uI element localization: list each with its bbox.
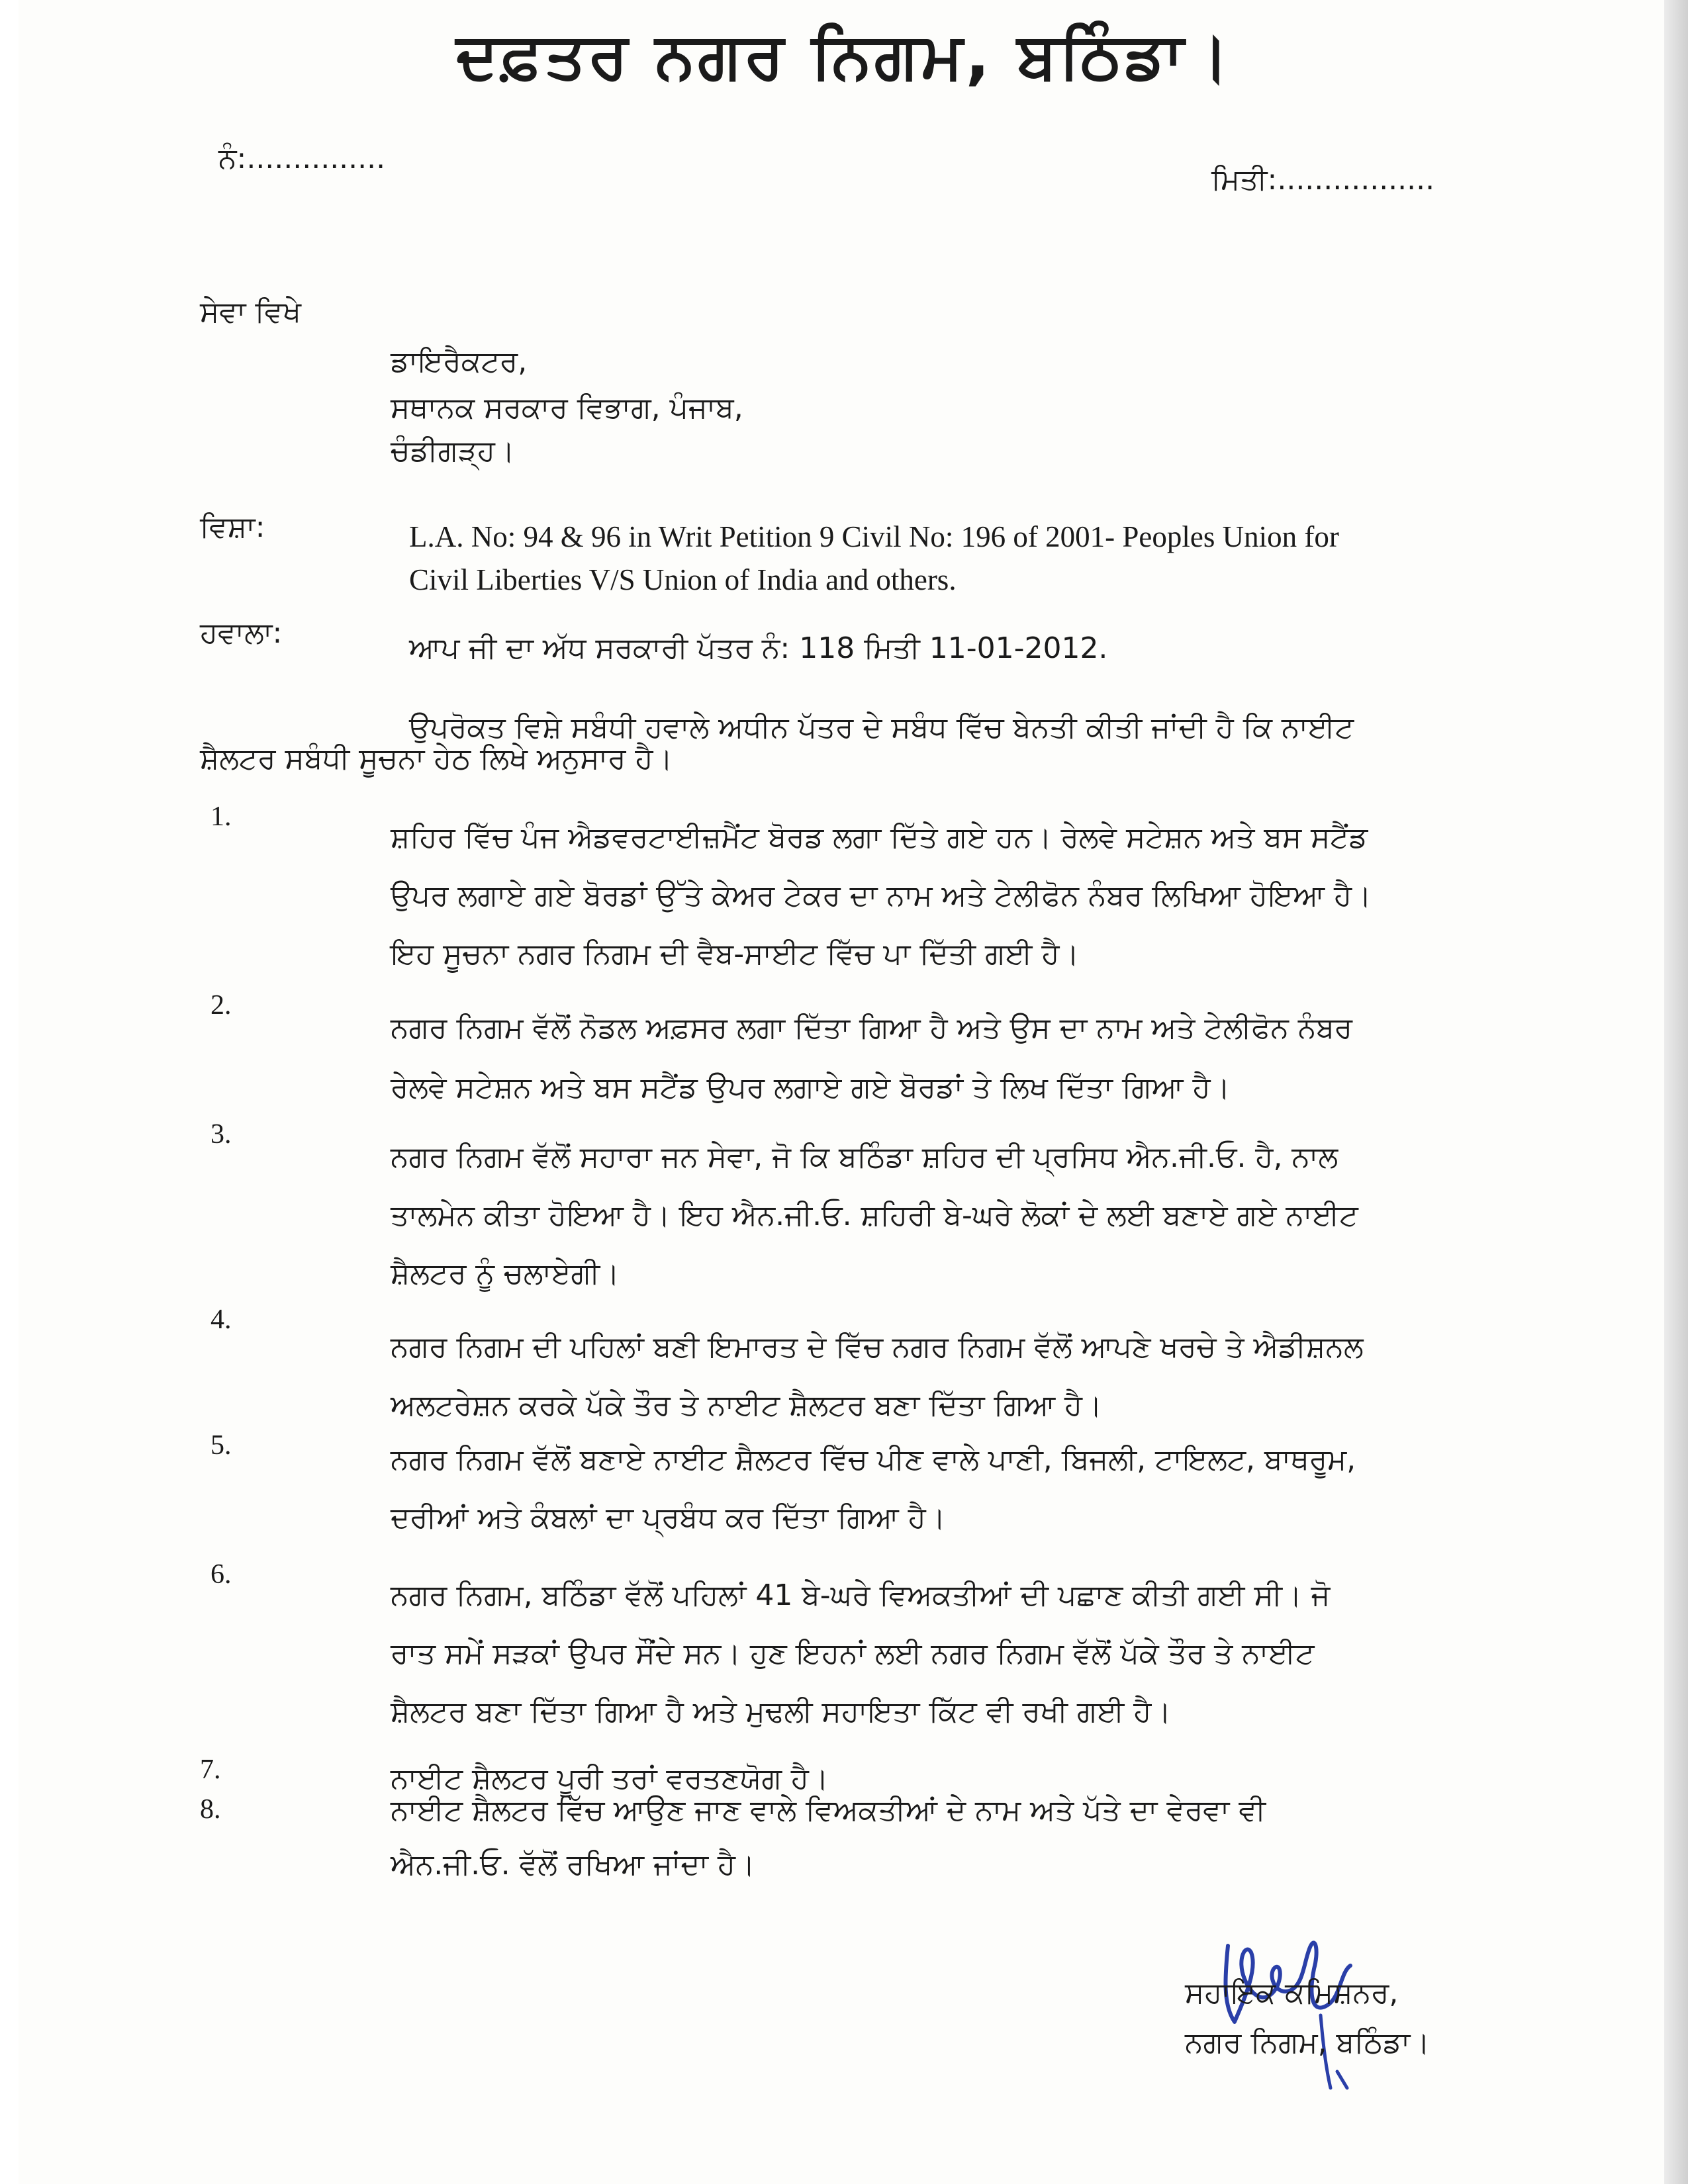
point-line: ਰੇਲਵੇ ਸਟੇਸ਼ਨ ਅਤੇ ਬਸ ਸਟੈਂਡ ਉਪਰ ਲਗਾਏ ਗਏ ਬੋਰਡਾਂ ਤੇ ਲਿਖ ਦਿੱਤਾ ਗਿਆ ਹੈ। <box>391 1071 1231 1105</box>
address-line: ਚੰਡੀਗੜ੍ਹ। <box>391 434 515 468</box>
point-number: 7. <box>200 1754 221 1785</box>
salutation: ਸੇਵਾ ਵਿਖੇ <box>200 295 302 329</box>
point-number: 4. <box>211 1304 232 1335</box>
point-line: ਨਗਰ ਨਿਗਮ ਵੱਲੋਂ ਨੋਡਲ ਅਫ਼ਸਰ ਲਗਾ ਦਿੱਤਾ ਗਿਆ ਹੈ ਅਤੇ ਉਸ ਦਾ ਨਾਮ ਅਤੇ ਟੇਲੀਫੋਨ ਨੰਬਰ <box>391 1011 1353 1045</box>
point-number: 6. <box>211 1559 232 1590</box>
address-line: ਡਾਇਰੈਕਟਰ, <box>391 345 528 379</box>
point-line: ਅਲਟਰੇਸ਼ਨ ਕਰਕੇ ਪੱਕੇ ਤੌਰ ਤੇ ਨਾਈਟ ਸ਼ੈਲਟਰ ਬਣਾ ਦਿੱਤਾ ਗਿਆ ਹੈ। <box>391 1388 1102 1422</box>
point-number: 1. <box>211 801 232 832</box>
letter-date: ਮਿਤੀ:................. <box>1211 163 1435 197</box>
point-line: ਉਪਰ ਲਗਾਏ ਗਏ ਬੋਰਡਾਂ ਉੱਤੇ ਕੇਅਰ ਟੇਕਰ ਦਾ ਨਾਮ ਅਤੇ ਟੇਲੀਫੋਨ ਨੰਬਰ ਲਿਖਿਆ ਹੋਇਆ ਹੈ। <box>391 879 1372 913</box>
point-line: ਦਰੀਆਂ ਅਤੇ ਕੰਬਲਾਂ ਦਾ ਪ੍ਰਬੰਧ ਕਰ ਦਿੱਤਾ ਗਿਆ ਹੈ। <box>391 1501 946 1535</box>
scan-edge <box>1664 0 1688 2184</box>
signoff-office: ਨਗਰ ਨਿਗਮ, ਬਠਿੰਡਾ। <box>1185 2026 1430 2060</box>
point-number: 2. <box>211 990 232 1021</box>
point-line: ਨਾਈਟ ਸ਼ੈਲਟਰ ਪੂਰੀ ਤਰਾਂ ਵਰਤਣਯੋਗ ਹੈ। <box>391 1762 829 1796</box>
address-line: ਸਥਾਨਕ ਸਰਕਾਰ ਵਿਭਾਗ, ਪੰਜਾਬ, <box>391 391 743 425</box>
subject-line: Civil Liberties V/S Union of India and others. <box>409 563 957 596</box>
point-text <box>391 1794 1503 1902</box>
intro-line: ਸ਼ੈਲਟਰ ਸਬੰਧੀ ਸੂਚਨਾ ਹੇਠ ਲਿਖੇ ਅਨੁਸਾਰ ਹੈ। <box>200 742 673 776</box>
point-line: ਨਗਰ ਨਿਗਮ, ਬਠਿੰਡਾ ਵੱਲੋਂ ਪਹਿਲਾਂ 41 ਬੇ-ਘਰੇ ਵਿਅਕਤੀਆਂ ਦੀ ਪਛਾਣ ਕੀਤੀ ਗਈ ਸੀ। ਜੋ <box>391 1578 1331 1612</box>
letterhead-title: ਦਫ਼ਤਰ ਨਗਰ ਨਿਗਮ, ਬਠਿੰਡਾ। <box>456 19 1232 93</box>
reference-label: ਹਵਾਲਾ: <box>200 616 283 650</box>
point-line: ਇਹ ਸੂਚਨਾ ਨਗਰ ਨਿਗਮ ਦੀ ਵੈਬ-ਸਾਈਟ ਵਿੱਚ ਪਾ ਦਿੱਤੀ ਗਈ ਹੈ। <box>391 937 1080 971</box>
reference-text: ਆਪ ਜੀ ਦਾ ਅੱਧ ਸਰਕਾਰੀ ਪੱਤਰ ਨੰ: 118 ਮਿਤੀ 11-01-2012. <box>409 631 1108 665</box>
letter-number: ਨੰ:............... <box>218 142 386 175</box>
point-line: ਤਾਲਮੇਨ ਕੀਤਾ ਹੋਇਆ ਹੈ। ਇਹ ਐਨ.ਜੀ.ਓ. ਸ਼ਹਿਰੀ ਬੇ-ਘਰੇ ਲੋਕਾਂ ਦੇ ਲਈ ਬਣਾਏ ਗਏ ਨਾਈਟ <box>391 1199 1358 1232</box>
subject-line: L.A. No: 94 & 96 in Writ Petition 9 Civil No: 196 of 2001- Peoples Union for <box>409 520 1339 553</box>
point-line: ਨਗਰ ਨਿਗਮ ਵੱਲੋਂ ਸਹਾਰਾ ਜਨ ਸੇਵਾ, ਜੋ ਕਿ ਬਠਿੰਡਾ ਸ਼ਹਿਰ ਦੀ ਪ੍ਰਸਿਧ ਐਨ.ਜੀ.ਓ. ਹੈ, ਨਾਲ <box>391 1140 1338 1174</box>
signoff-designation: ਸਹਾਇਕ ਕਮਿਸ਼ਨਰ, <box>1185 1976 1399 2010</box>
point-line: ਸ਼ੈਲਟਰ ਨੂੰ ਚਲਾਏਗੀ। <box>391 1257 620 1291</box>
point-text <box>391 1330 1503 1447</box>
point-text <box>391 1578 1503 1753</box>
point-number: 3. <box>211 1119 232 1150</box>
point-number: 5. <box>211 1430 232 1461</box>
point-line: ਨਗਰ ਨਿਗਮ ਦੀ ਪਹਿਲਾਂ ਬਣੀ ਇਮਾਰਤ ਦੇ ਵਿੱਚ ਨਗਰ ਨਿਗਮ ਵੱਲੋਂ ਆਪਣੇ ਖਰਚੇ ਤੇ ਐਡੀਸ਼ਨਲ <box>391 1330 1364 1364</box>
point-text <box>391 1443 1503 1559</box>
subject-label: ਵਿਸ਼ਾ: <box>200 510 265 544</box>
point-line: ਸ਼ੈਲਟਰ ਬਣਾ ਦਿੱਤਾ ਗਿਆ ਹੈ ਅਤੇ ਮੁਢਲੀ ਸਹਾਇਤਾ ਕਿੱਟ ਵੀ ਰਖੀ ਗਈ ਹੈ। <box>391 1695 1172 1729</box>
point-line: ਸ਼ਹਿਰ ਵਿੱਚ ਪੰਜ ਐਡਵਰਟਾਈਜ਼ਮੈਂਟ ਬੋਰਡ ਲਗਾ ਦਿੱਤੇ ਗਏ ਹਨ। ਰੇਲਵੇ ਸਟੇਸ਼ਨ ਅਤੇ ਬਸ ਸਟੈਂਡ <box>391 821 1368 854</box>
point-text <box>391 1140 1503 1315</box>
point-line: ਨਾਈਟ ਸ਼ੈਲਟਰ ਵਿੱਚ ਆਉਣ ਜਾਣ ਵਾਲੇ ਵਿਅਕਤੀਆਂ ਦੇ ਨਾਮ ਅਤੇ ਪੱਤੇ ਦਾ ਵੇਰਵਾ ਵੀ <box>391 1794 1266 1827</box>
point-line: ਐਨ.ਜੀ.ਓ. ਵੱਲੋਂ ਰਖਿਆ ਜਾਂਦਾ ਹੈ। <box>391 1848 755 1882</box>
point-text <box>391 1011 1503 1130</box>
point-line: ਰਾਤ ਸਮੇਂ ਸੜਕਾਂ ਉਪਰ ਸੌਂਦੇ ਸਨ। ਹੁਣ ਇਹਨਾਂ ਲਈ ਨਗਰ ਨਿਗਮ ਵੱਲੋਂ ਪੱਕੇ ਤੌਰ ਤੇ ਨਾਈਟ <box>391 1637 1315 1670</box>
intro-line: ਉਪਰੋਕਤ ਵਿਸ਼ੇ ਸਬੰਧੀ ਹਵਾਲੇ ਅਧੀਨ ਪੱਤਰ ਦੇ ਸਬੰਧ ਵਿੱਚ ਬੇਨਤੀ ਕੀਤੀ ਜਾਂਦੀ ਹੈ ਕਿ ਨਾਈਟ <box>409 711 1354 745</box>
point-number: 8. <box>200 1794 221 1825</box>
point-line: ਨਗਰ ਨਿਗਮ ਵੱਲੋਂ ਬਣਾਏ ਨਾਈਟ ਸ਼ੈਲਟਰ ਵਿੱਚ ਪੀਣ ਵਾਲੇ ਪਾਣੀ, ਬਿਜਲੀ, ਟਾਇਲਟ, ਬਾਥਰੂਮ, <box>391 1443 1356 1477</box>
point-text <box>391 821 1503 995</box>
